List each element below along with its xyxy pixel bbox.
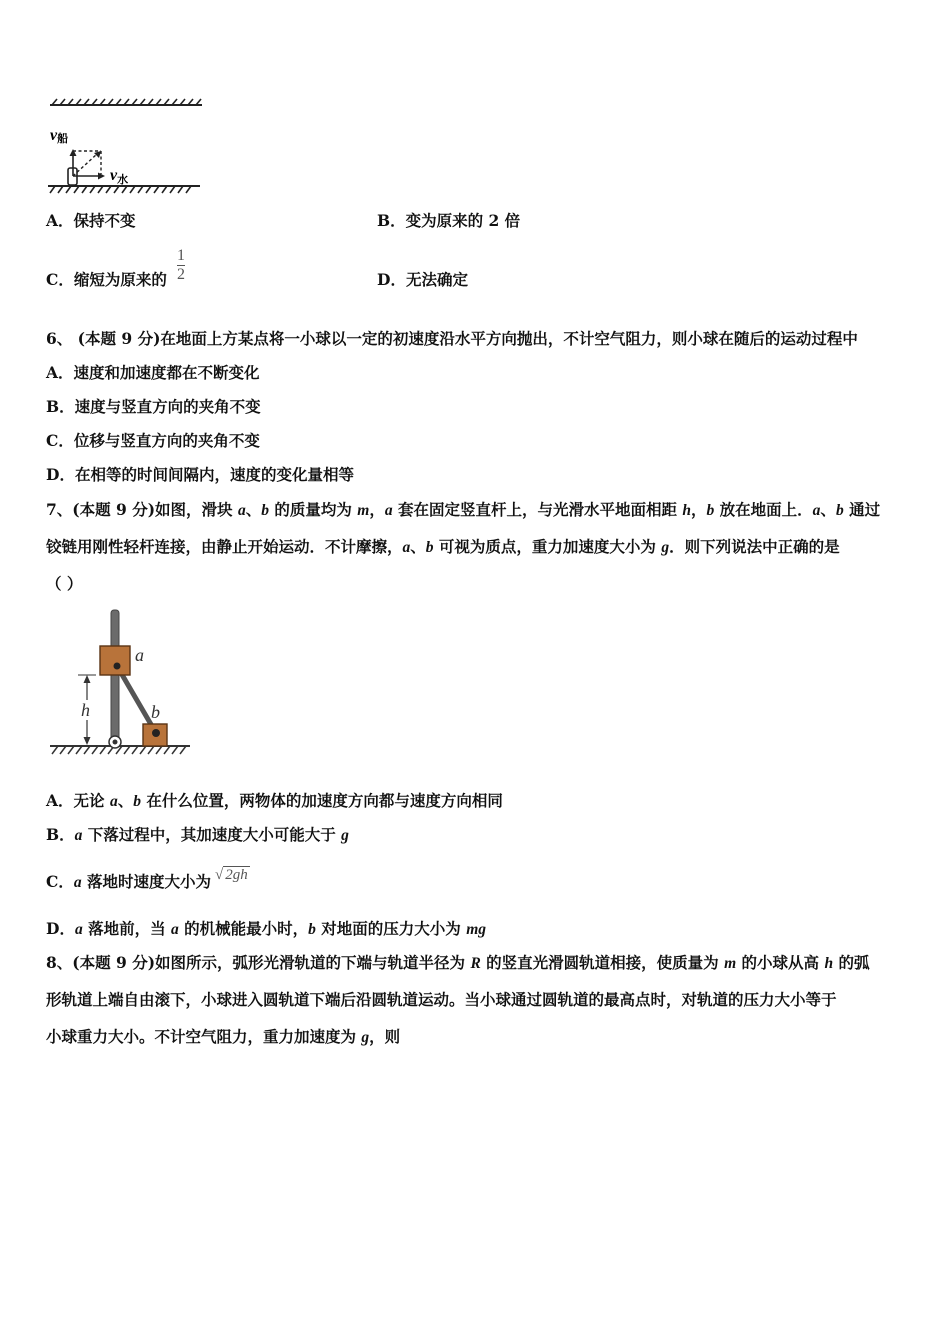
q6-option-b: B．速度与竖直方向的夹角不变 [46, 397, 261, 416]
q7-option-a: A．无论 a、b 在什么位置，两物体的加速度方向都与速度方向相同 [46, 791, 503, 810]
q6-option-a: A．速度和加速度都在不断变化 [46, 363, 260, 382]
q8-stem-line-2: 形轨道上端自由滚下，小球进入圆轨道下端后沿圆轨道运动。当小球通过圆轨道的最高点时，对轨道的压力大小等于 [46, 990, 837, 1009]
rigid-rod [117, 666, 156, 733]
q6-option-c: C．位移与竖直方向的夹角不变 [46, 431, 260, 450]
q5-option-a: A．保持不变 [46, 211, 136, 230]
q5-figure [44, 96, 209, 201]
q5-option-c: C．缩短为原来的 [46, 270, 167, 289]
q7-option-c: C．a 落地时速度大小为 √ 2gh [46, 867, 248, 891]
q6-option-d: D．在相等的时间间隔内，速度的变化量相等 [46, 465, 354, 484]
block-a [100, 646, 130, 675]
q7-stem-line-1: 7、(本题 9 分)如图，滑块 a、b 的质量均为 m，a 套在固定竖直杆上，与光滑水平地面相距 h，b 放在地面上．a、b 通过 [46, 500, 881, 519]
q5-option-b: B．变为原来的 2 倍 [377, 211, 521, 230]
q7-option-d: D．a 落地前，当 a 的机械能最小时，b 对地面的压力大小为 mg [46, 919, 487, 938]
q8-stem-line-1: 8、(本题 9 分)如图所示，弧形光滑轨道的下端与轨道半径为 R 的竖直光滑圆轨道相接，使质量为 m 的小球从高 h 的弧 [46, 953, 870, 972]
q7-figure [48, 606, 198, 761]
sqrt-2gh: √ 2gh [215, 867, 248, 883]
q6-stem: 6、 (本题 9 分)在地面上方某点将一小球以一定的初速度沿水平方向抛出，不计空气阻力，则小球在随后的运动过程中 [46, 329, 858, 348]
q7-option-b: B．a 下落过程中，其加速度大小可能大于 g [46, 825, 349, 844]
v-water-label: v水 [110, 167, 129, 186]
label-b: b [151, 702, 160, 722]
q8-stem-line-3: 小球重力大小。不计空气阻力，重力加速度为 g，则 [46, 1027, 401, 1046]
v-boat-label: v船 [50, 127, 69, 145]
one-half-fraction: $\frac{1}{2}$ [177, 247, 185, 283]
q7-stem-line-2: 铰链用刚性轻杆连接，由静止开始运动．不计摩擦，a、b 可视为质点，重力加速度大小为 g．则下列说法中正确的是 [46, 537, 840, 556]
label-a: a [135, 645, 144, 665]
q5-option-d: D．无法确定 [377, 270, 468, 289]
slider-rod-diagram [48, 606, 198, 761]
q7-answer-blank: （ ） [46, 574, 83, 593]
boat-velocity-diagram [44, 96, 209, 201]
vertical-pole [111, 610, 119, 746]
label-h: h [81, 700, 90, 720]
